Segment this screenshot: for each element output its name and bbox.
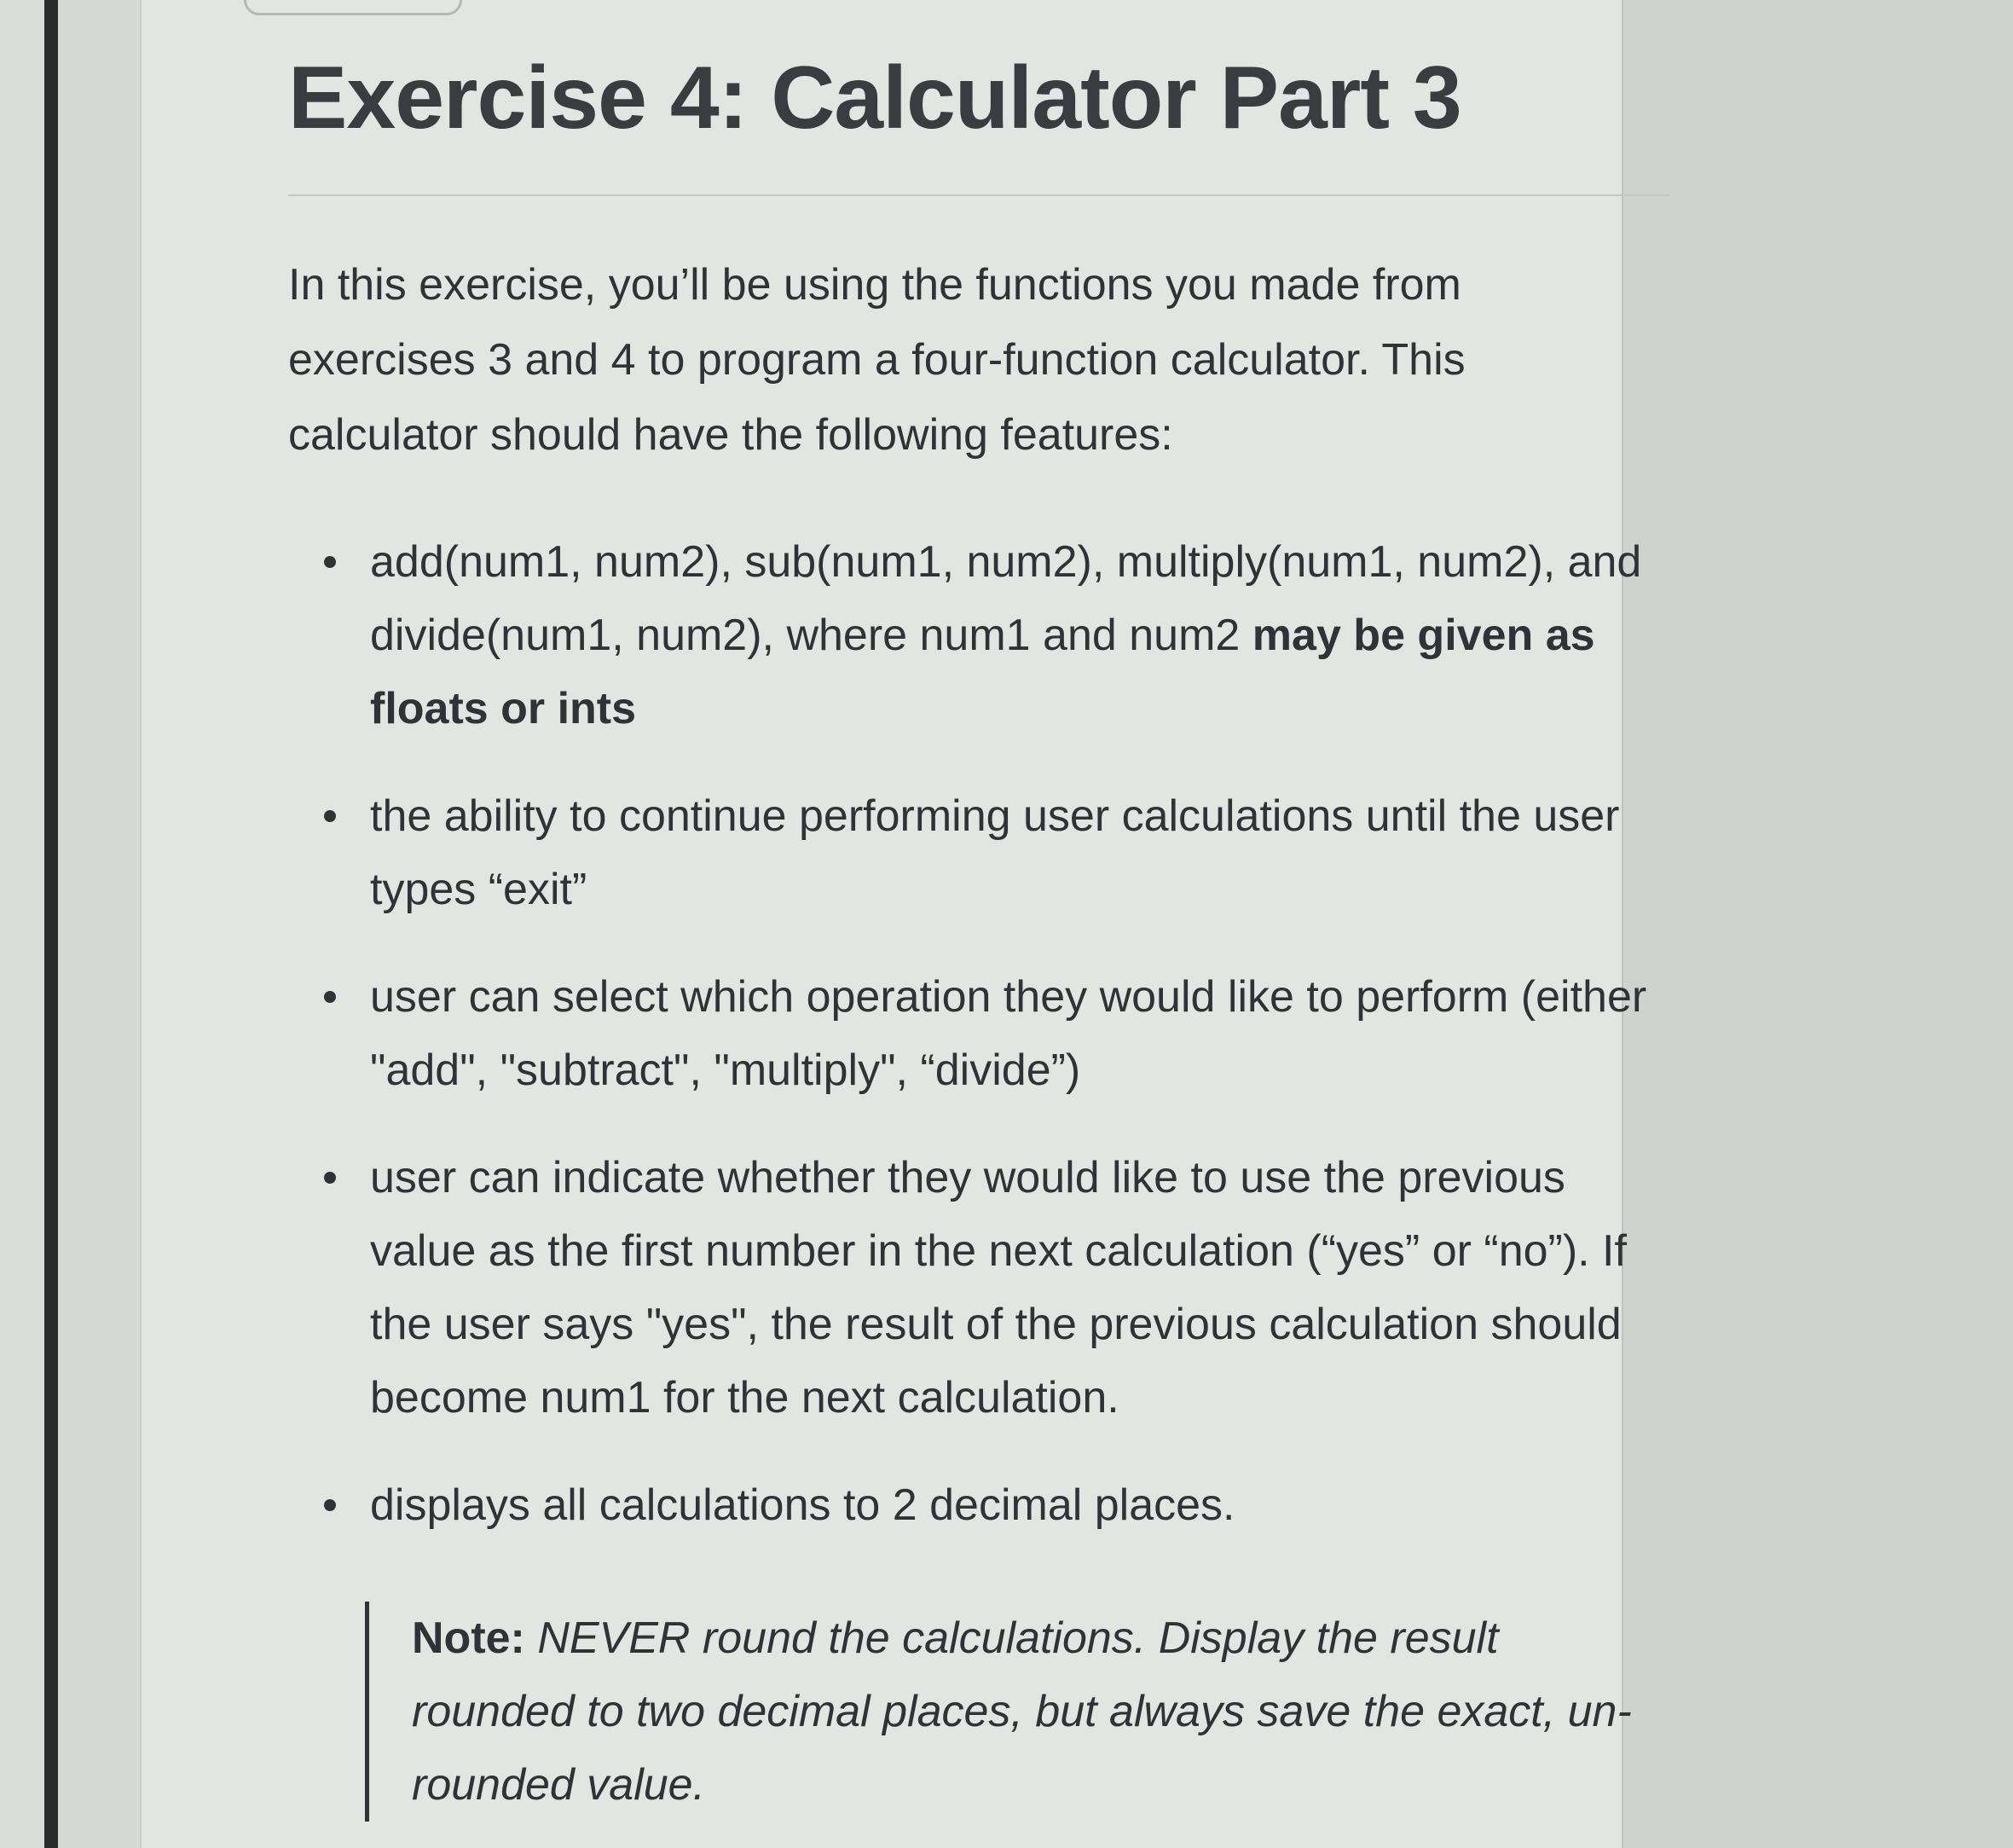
feature-text: displays all calculations to 2 decimal places.	[370, 1480, 1235, 1530]
list-item	[370, 1141, 1683, 1434]
intro-paragraph: In this exercise, you’ll be using the functions you made from exercises 3 and 4 to program a four-function calculator. This calculator should have the following features:	[288, 260, 1466, 460]
bullet-icon	[324, 810, 336, 822]
screen-bezel	[0, 0, 44, 1848]
divider	[288, 194, 1669, 196]
top-tab[interactable]	[244, 0, 462, 15]
list-item	[370, 960, 1683, 1107]
list-item	[370, 1469, 1683, 1542]
list-item	[370, 525, 1683, 745]
list-item	[370, 779, 1683, 926]
feature-text: user can select which operation they would like to perform (either "add", "subtract", "multiply", “divide”)	[370, 972, 1647, 1095]
feature-text: add(num1, num2), sub(num1, num2), multiply(num1, num2), and divide(num1, num2), where num1 and num2	[370, 537, 1642, 660]
note-text: NEVER round the calculations. Display the result rounded to two decimal places, but always save the exact, un-rounded value.	[412, 1613, 1632, 1810]
page-title: Exercise 4: Calculator Part 3	[288, 49, 1461, 148]
bullet-icon	[324, 1499, 336, 1511]
exercise-content	[288, 43, 1678, 1822]
bullet-icon	[324, 556, 336, 568]
feature-list	[288, 525, 1678, 1542]
bullet-icon	[324, 991, 336, 1003]
window-edge	[44, 0, 58, 1848]
feature-text: the ability to continue performing user calculations until the user types “exit”	[370, 791, 1620, 914]
feature-text: user can indicate whether they would like to use the previous value as the first number in the next calculation (“yes” or “no”). If the user says "yes", the result of the previous calculation should become num1 for the next calculation.	[370, 1153, 1627, 1422]
left-gutter	[58, 0, 140, 1848]
note-label: Note:	[412, 1613, 525, 1663]
feature-bold-text: may be given as floats or ints	[370, 611, 1595, 733]
bullet-icon	[324, 1172, 336, 1184]
exercise-panel	[140, 0, 1647, 1848]
note-blockquote	[365, 1602, 1640, 1822]
